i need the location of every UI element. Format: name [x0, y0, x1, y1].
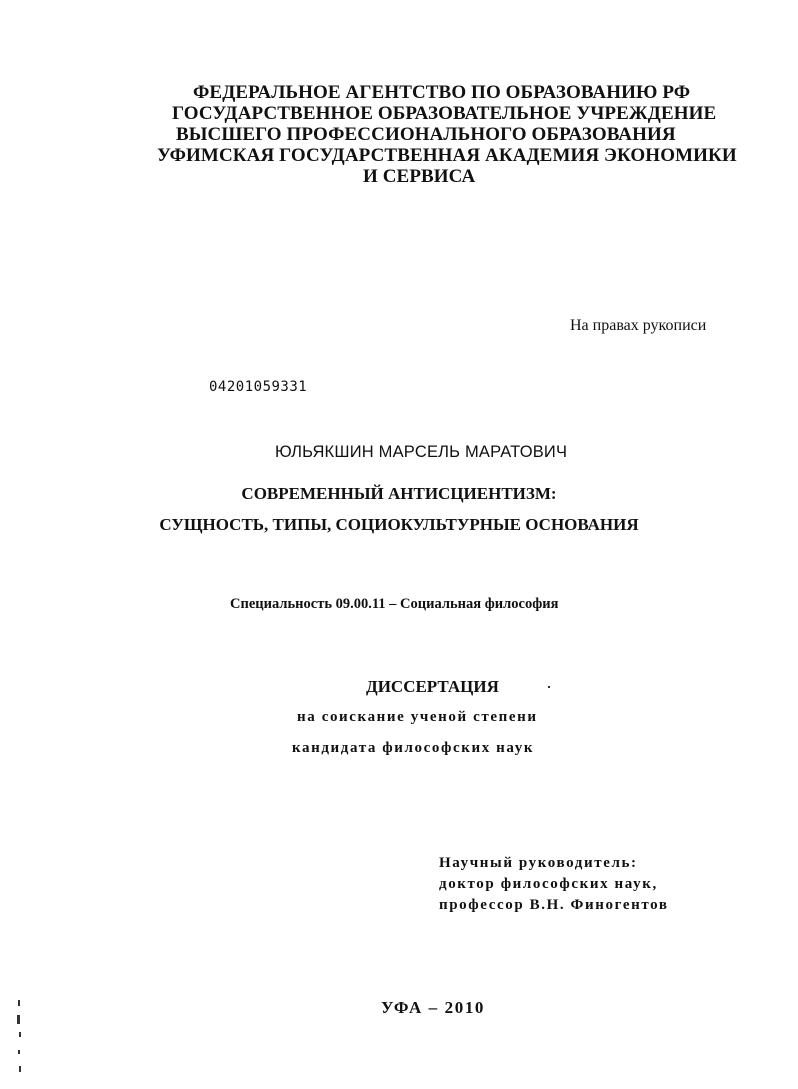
- scan-speck: [17, 1015, 20, 1024]
- degree-line-2: кандидата философских наук: [292, 740, 535, 756]
- title-line-1: СОВРЕМЕННЫЙ АНТИСЦИЕНТИЗМ:: [241, 484, 557, 503]
- catalog-number: 04201059331: [209, 379, 308, 395]
- header-line-4: УФИМСКАЯ ГОСУДАРСТВЕННАЯ АКАДЕМИЯ ЭКОНОМИКИ: [157, 145, 737, 166]
- header-line-5: И СЕРВИСА: [363, 166, 476, 187]
- supervisor-line-1: Научный руководитель:: [439, 855, 638, 871]
- city-year: УФА – 2010: [381, 998, 486, 1017]
- header-line-2: ГОСУДАРСТВЕННОЕ ОБРАЗОВАТЕЛЬНОЕ УЧРЕЖДЕНИЕ: [172, 103, 717, 124]
- header-line-1: ФЕДЕРАЛЬНОЕ АГЕНТСТВО ПО ОБРАЗОВАНИЮ РФ: [193, 82, 691, 103]
- scan-speck: [18, 1050, 20, 1054]
- rights-note: На правах рукописи: [570, 317, 707, 334]
- author-name: ЮЛЬЯКШИН МАРСЕЛЬ МАРАТОВИЧ: [275, 443, 568, 461]
- supervisor-line-2: доктор философских наук,: [439, 876, 658, 892]
- scan-speck: [19, 1066, 21, 1072]
- specialty: Специальность 09.00.11 – Социальная философия: [230, 596, 559, 612]
- header-line-3: ВЫСШЕГО ПРОФЕССИОНАЛЬНОГО ОБРАЗОВАНИЯ: [176, 124, 676, 145]
- scan-speck: [548, 686, 550, 688]
- scan-speck: [19, 1032, 21, 1037]
- title-line-2: СУЩНОСТЬ, ТИПЫ, СОЦИОКУЛЬТУРНЫЕ ОСНОВАНИЯ: [159, 515, 639, 534]
- supervisor-line-3: профессор В.Н. Финогентов: [439, 897, 669, 913]
- scan-speck: [18, 1000, 20, 1006]
- dissertation-heading: ДИССЕРТАЦИЯ: [366, 677, 499, 696]
- degree-line-1: на соискание ученой степени: [297, 709, 538, 725]
